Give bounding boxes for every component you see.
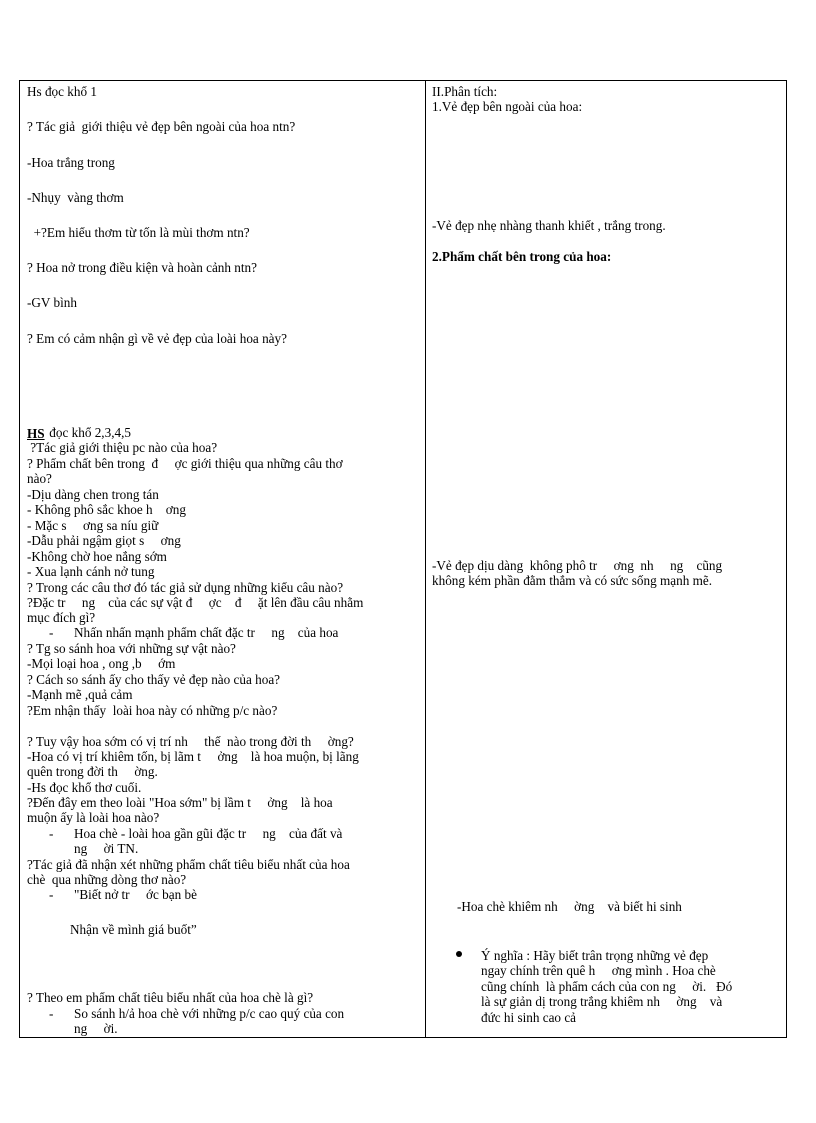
left-line-40: ? Theo em phẩm chất tiêu biểu nhất của hoa chè là gì? (27, 990, 314, 1005)
right-line-8: ngay chính trên quê h ơng mình . Hoa chè (481, 963, 716, 978)
left-line-25: ? Cách so sánh ấy cho thấy vẻ đẹp nào của hoa? (27, 672, 281, 687)
left-line-15: - Mặc s ơng sa níu giữ (27, 518, 159, 533)
left-line-19: ? Trong các câu thơ đó tác giả sử dụng những kiểu câu nào? (27, 580, 344, 595)
left-dash-2: - (49, 887, 54, 902)
right-line-0: II.Phân tích: (432, 84, 498, 99)
left-line-39: Nhận về mình giá buốt” (70, 922, 197, 937)
left-line-23: ? Tg so sánh hoa với những sự vật nào? (27, 641, 236, 656)
right-line-9: cũng chính là phẩm cách của con ng ời. Đó (481, 979, 733, 994)
left-line-14: - Không phô sắc khoe h ơng (27, 502, 186, 517)
left-line-30: quên trong đời th ờng. (27, 764, 158, 779)
left-line-10: ?Tác giả giới thiệu pc nào của hoa? (27, 440, 218, 455)
left-line-33: muộn ấy là loài hoa nào? (27, 810, 160, 825)
left-line-12: nào? (27, 471, 52, 486)
left-line-42: ng ời. (74, 1021, 118, 1036)
left-line-7: ? Em có cảm nhận gì về vẻ đẹp của loài hoa này? (27, 331, 287, 346)
left-line-35: ng ời TN. (74, 841, 139, 856)
right-line-4: -Vẻ đẹp dịu dàng không phô tr ơng nh ng cũng (432, 558, 723, 573)
left-line-24: -Mọi loại hoa , ong ,b ớm (27, 656, 176, 671)
left-line-38: "Biết nở tr ớc bạn bè (74, 887, 197, 902)
left-line-20: ?Đặc tr ng của các sự vật đ ợc đ ặt lên đầu câu nhằm (27, 595, 364, 610)
left-line-13: -Dịu dàng chen trong tán (27, 487, 159, 502)
left-line-32: ?Đến đây em theo loài "Hoa sớm" bị lầm t ởng là hoa (27, 795, 333, 810)
left-line-11: ? Phẩm chất bên trong đ ợc giới thiệu qua những câu thơ (27, 456, 343, 471)
left-line-22: Nhấn nhấn mạnh phẩm chất đặc tr ng của hoa (74, 625, 339, 640)
left-line-16: -Dẫu phải ngậm giọt s ơng (27, 533, 181, 548)
left-line-5: ? Hoa nở trong điều kiện và hoàn cảnh ntn? (27, 260, 257, 275)
column-divider (425, 81, 426, 1037)
left-line-41: So sánh h/ả hoa chè với những p/c cao quý của con (74, 1006, 345, 1021)
left-line-1: ? Tác giả giới thiệu vẻ đẹp bên ngoài của hoa ntn? (27, 119, 296, 134)
right-line-10: là sự giản dị trong trắng khiêm nh ờng và (481, 994, 723, 1009)
right-line-11: đức hi sinh cao cả (481, 1010, 577, 1025)
left-dash-3: - (49, 1006, 54, 1021)
right-line-3: 2.Phẩm chất bên trong của hoa: (432, 249, 612, 264)
left-line-34: Hoa chè - loài hoa gần gũi đặc tr ng của đất và (74, 826, 343, 841)
right-line-5: không kém phần đằm thắm và có sức sống mạnh mẽ. (432, 573, 712, 588)
left-line-21: mục đích gì? (27, 610, 96, 625)
left-line-17: -Không chờ hoe nắng sớm (27, 549, 167, 564)
left-line-31: -Hs đọc khổ thơ cuối. (27, 780, 142, 795)
left-line-0: Hs đọc khổ 1 (27, 84, 97, 99)
left-line-4: +?Em hiểu thơm từ tốn là mùi thơm ntn? (27, 225, 250, 240)
left-line-3: -Nhụy vàng thơm (27, 190, 124, 205)
left-line-26: -Mạnh mẽ ,quả cảm (27, 687, 133, 702)
left-line-28: ? Tuy vậy hoa sớm có vị trí nh thế nào trong đời th ờng? (27, 734, 354, 749)
right-line-6: -Hoa chè khiêm nh ờng và biết hi sinh (457, 899, 682, 914)
left-dash-0: - (49, 625, 54, 640)
left-line-8: HS (27, 426, 45, 441)
left-line-2: -Hoa trắng trong (27, 155, 115, 170)
left-line-37: chè qua những dòng thơ nào? (27, 872, 187, 887)
right-line-1: 1.Vẻ đẹp bên ngoài của hoa: (432, 99, 583, 114)
bullet-icon (456, 951, 462, 957)
left-line-29: -Hoa có vị trí khiêm tốn, bị lãm t ởng là hoa muộn, bị lãng (27, 749, 359, 764)
left-line-18: - Xua lạnh cánh nở tung (27, 564, 155, 579)
left-line-6: -GV bình (27, 295, 77, 310)
left-line-36: ?Tác giả đã nhận xét những phẩm chất tiêu biểu nhất của hoa (27, 857, 350, 872)
left-dash-1: - (49, 826, 54, 841)
right-line-7: Ý nghĩa : Hãy biết trân trọng những vẻ đẹp (481, 948, 709, 963)
left-line-9: đọc khổ 2,3,4,5 (46, 425, 131, 440)
right-line-2: -Vẻ đẹp nhẹ nhàng thanh khiết , trắng trong. (432, 218, 666, 233)
left-line-27: ?Em nhận thấy loài hoa này có những p/c nào? (27, 703, 278, 718)
